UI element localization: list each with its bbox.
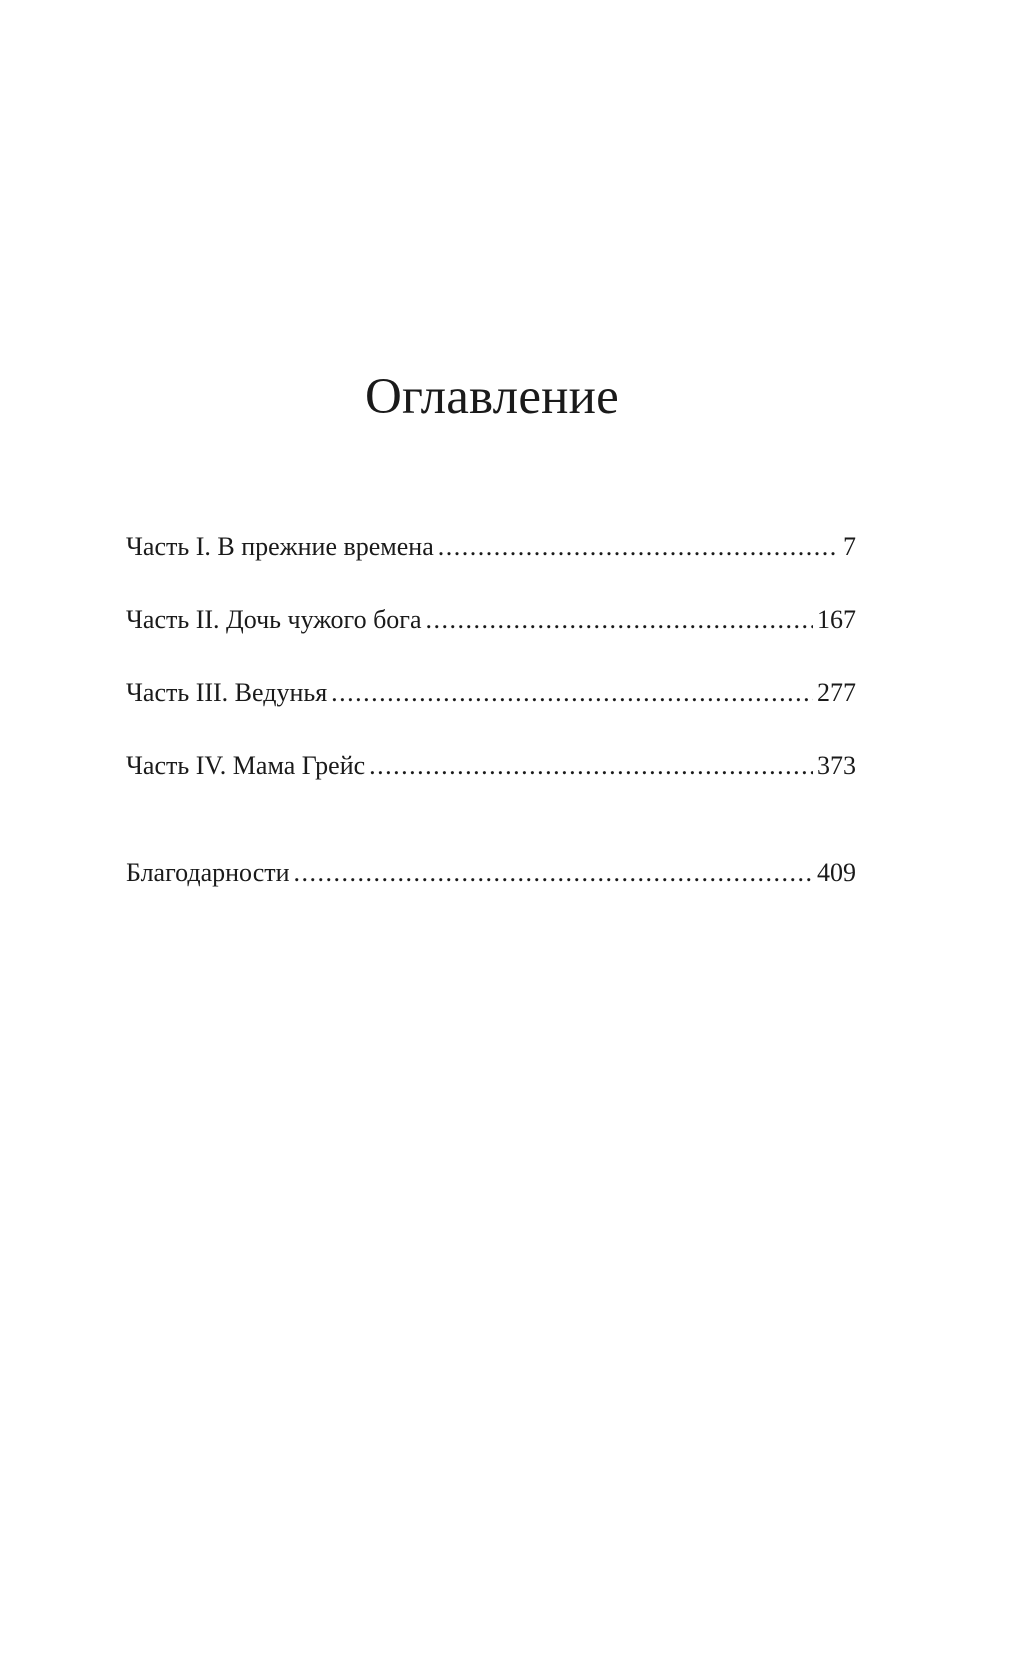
- dot-leader: [294, 857, 813, 889]
- page-title: Оглавление: [365, 369, 619, 425]
- toc-entry-label: Часть III. Ведунья: [126, 678, 328, 707]
- dot-leader: [369, 750, 813, 782]
- toc-entry-page-number: 7: [843, 532, 856, 561]
- dot-leader: [331, 677, 813, 709]
- toc-entry-page-number: 167: [817, 605, 856, 634]
- toc-entry-part-2: [126, 604, 856, 636]
- dot-leader: [426, 604, 813, 636]
- toc-entry-part-1: [126, 531, 856, 563]
- toc-entry-label: Часть IV. Мама Грейс: [126, 751, 366, 780]
- toc-entry-acknowledgements: [126, 857, 856, 889]
- toc-entry-page-number: 409: [817, 858, 856, 887]
- toc-entry-label: Благодарности: [126, 858, 290, 887]
- toc-entry-label: Часть I. В прежние времена: [126, 532, 434, 561]
- dot-leader: [438, 531, 839, 563]
- toc-entry-part-4: [126, 750, 856, 782]
- toc-entry-part-3: [126, 677, 856, 709]
- toc-entry-page-number: 277: [817, 678, 856, 707]
- toc-entry-page-number: 373: [817, 751, 856, 780]
- toc-entry-label: Часть II. Дочь чужого бога: [126, 605, 422, 634]
